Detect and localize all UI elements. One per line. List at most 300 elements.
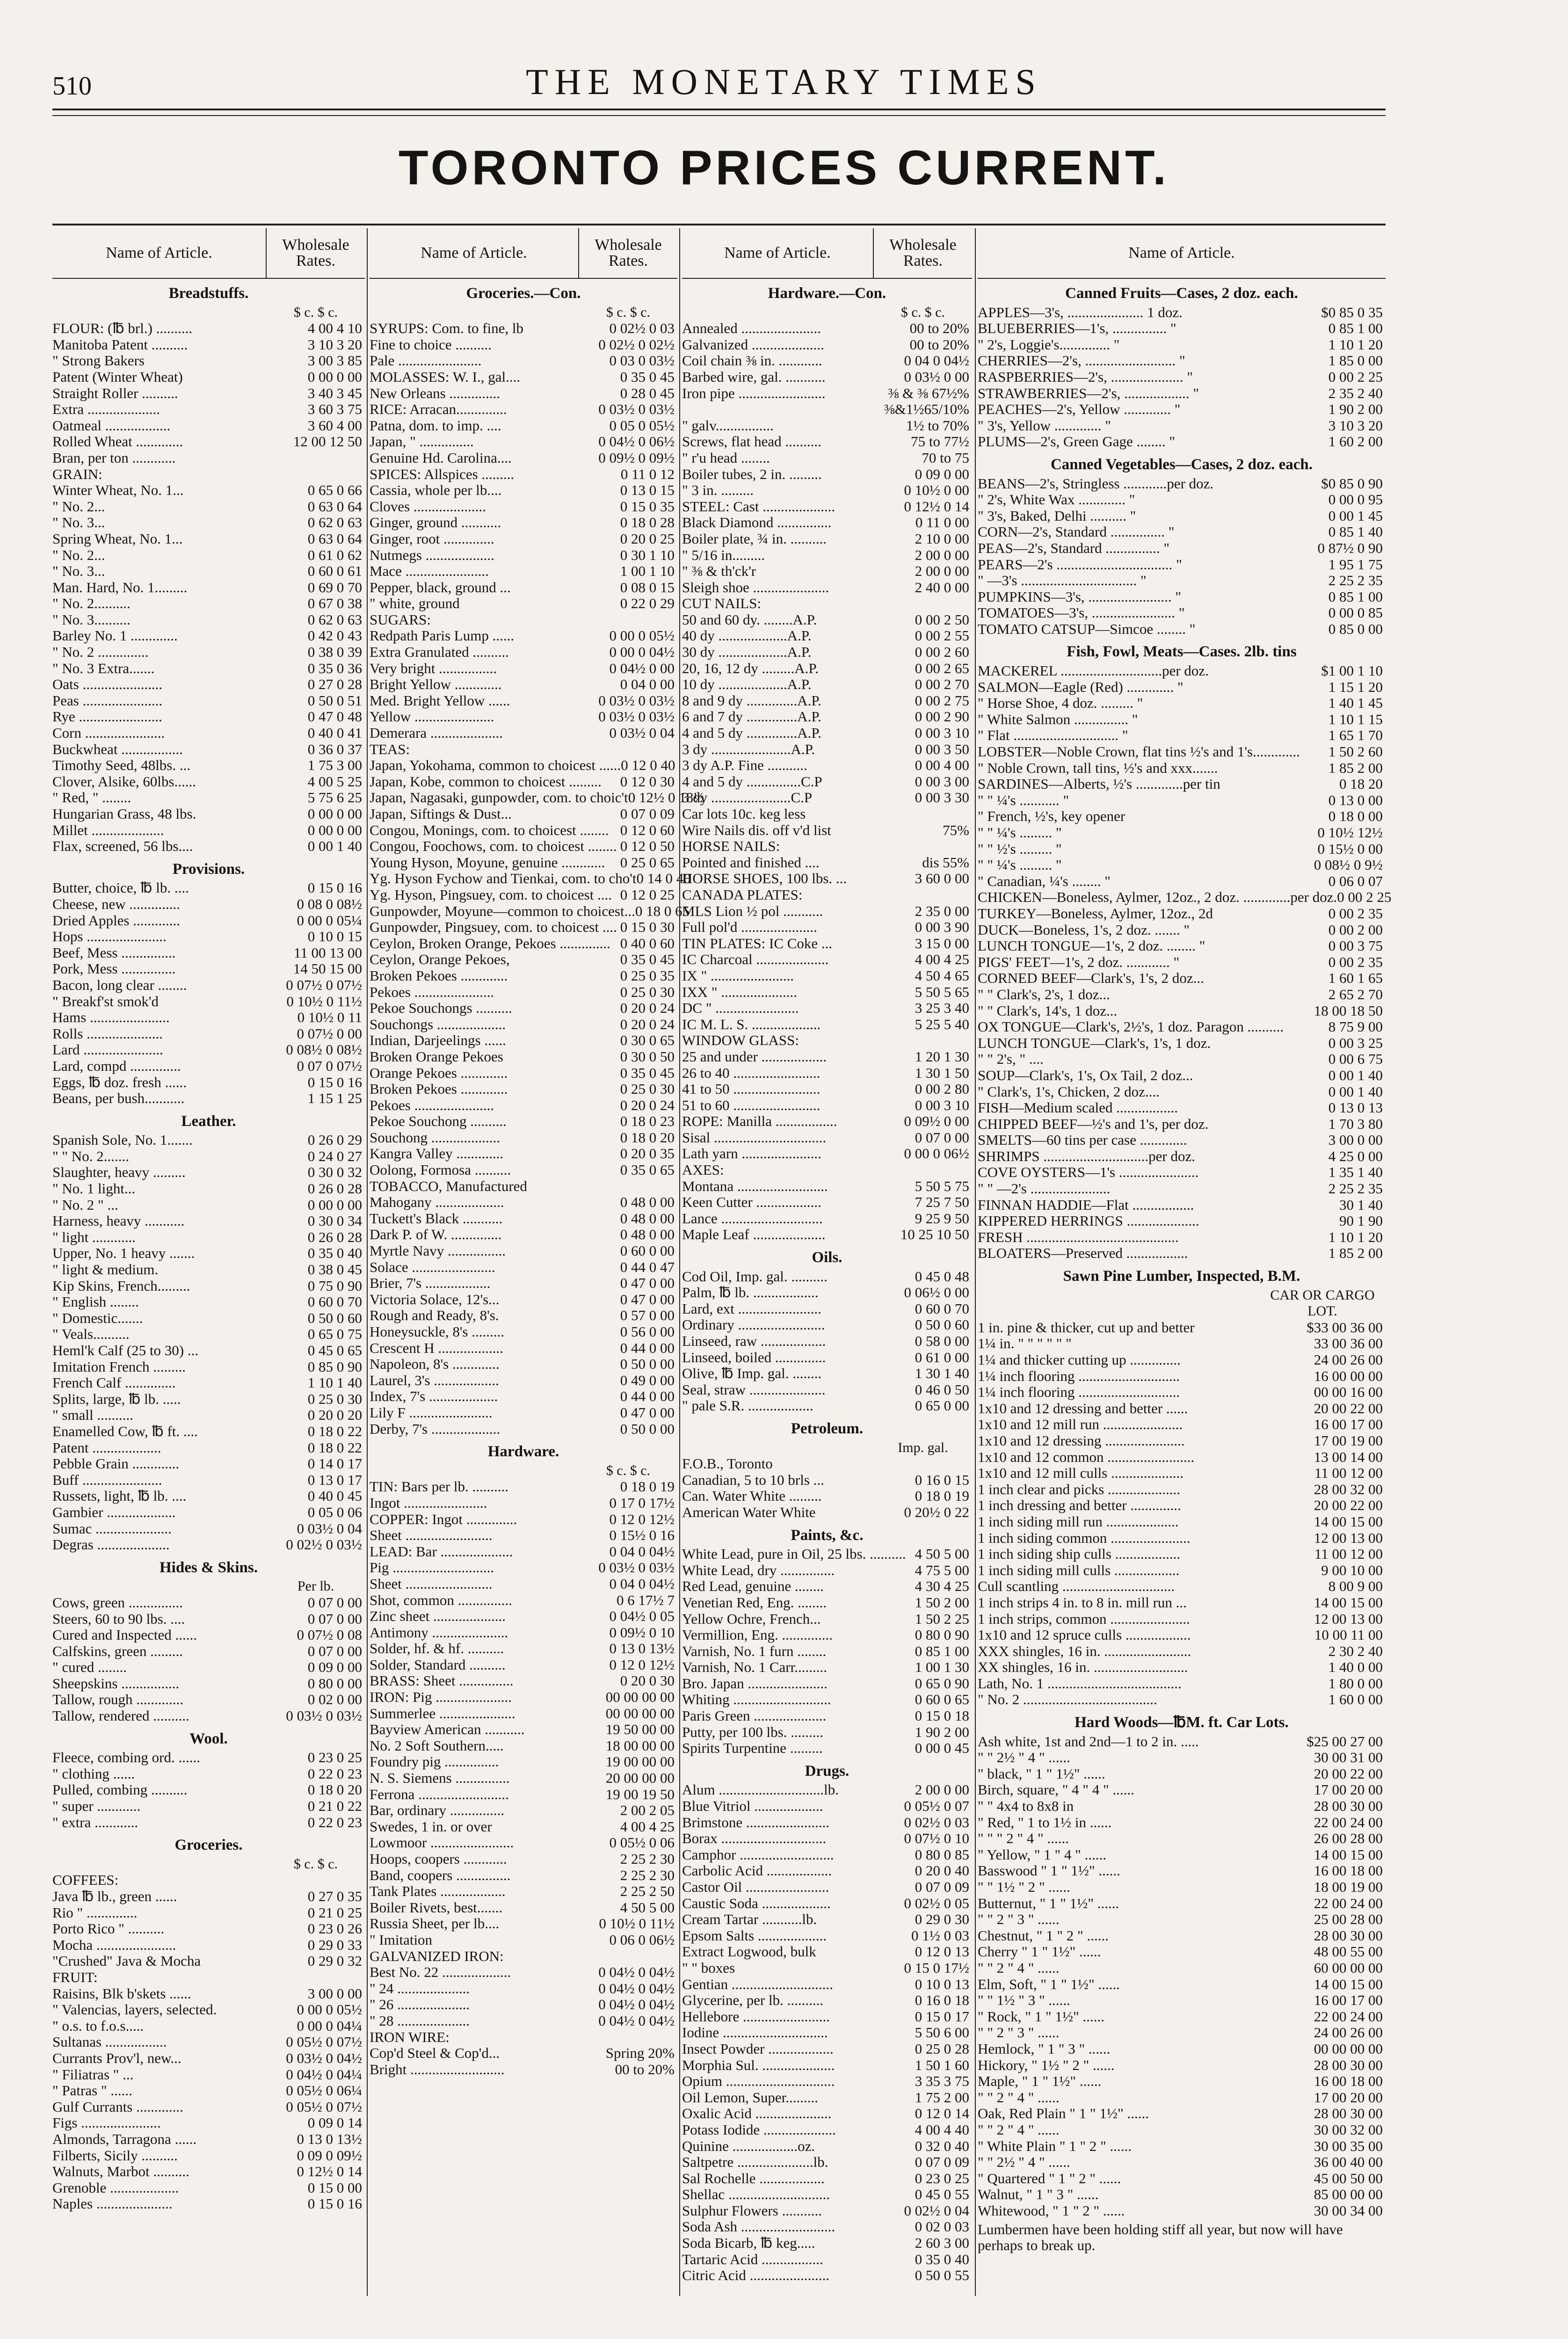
- wholesale-rate: 60 00 00 00: [1314, 1959, 1383, 1976]
- article-name: HORSE SHOES, 100 lbs. ...: [682, 870, 847, 887]
- list-item: [682, 1659, 972, 1676]
- list-item: [978, 2186, 1386, 2203]
- article-name: Tallow, rough .............: [52, 1691, 183, 1708]
- list-item: [682, 1017, 972, 1033]
- wholesale-rate: 0 04½ 0 05: [609, 1608, 675, 1625]
- article-name: Tuckett's Black ...........: [370, 1210, 503, 1227]
- section-units: $ c. $ c.: [900, 304, 945, 320]
- article-name: F.O.B., Toronto: [682, 1455, 773, 1472]
- list-item: [52, 418, 365, 434]
- article-name: Lily F .......................: [370, 1404, 493, 1421]
- list-item: [370, 1657, 677, 1673]
- list-item: [370, 709, 677, 725]
- list-item: [682, 855, 972, 871]
- article-name: Extra ....................: [52, 401, 160, 418]
- wholesale-rate: 16 00 18 00: [1314, 2073, 1383, 2090]
- wholesale-rate: 0 35 0 45: [620, 368, 675, 385]
- list-item: [978, 1003, 1386, 1019]
- list-item: [52, 320, 365, 337]
- wholesale-rate: 0 04½ 0 04½: [598, 1964, 675, 1981]
- list-item: [978, 1197, 1386, 1213]
- list-item: [682, 1879, 972, 1896]
- wholesale-rate: 0 10 0 13: [915, 1976, 969, 1992]
- wholesale-rate: 0 85 0 00: [1328, 620, 1383, 637]
- list-item: [682, 2106, 972, 2122]
- wholesale-rate: 1 15 1 25: [307, 1090, 362, 1107]
- list-item: [370, 1000, 677, 1017]
- list-item: [52, 1969, 365, 1986]
- list-item: [682, 644, 972, 661]
- article-name: Cod Oil, Imp. gal. ..........: [682, 1268, 828, 1285]
- list-item: [370, 676, 677, 693]
- list-item: [978, 1976, 1386, 1993]
- list-item: [370, 434, 677, 450]
- list-item: [52, 1058, 365, 1075]
- wholesale-rate: 20 00 22 00: [1314, 1765, 1383, 1782]
- wholesale-rate: 75 to 77½: [911, 433, 969, 450]
- wholesale-rate: 0 15 0 16: [307, 879, 362, 896]
- wholesale-rate: 22 00 24 00: [1314, 1895, 1383, 1911]
- article-name: Tallow, rendered ..........: [52, 1707, 189, 1724]
- wholesale-rate: 1 40 1 45: [1328, 695, 1383, 712]
- section-title: Paints, &c.: [791, 1526, 864, 1544]
- list-item: [682, 790, 972, 806]
- wholesale-rate: 0 07 0 00: [307, 1610, 362, 1627]
- list-item: [370, 1738, 677, 1754]
- article-name: SARDINES—Alberts, ½'s .............per tin: [978, 776, 1220, 792]
- article-name: 1 in. pine & thicker, cut up and better: [978, 1319, 1195, 1336]
- list-item: [682, 919, 972, 936]
- article-name: FLOUR: (℔ brl.) ..........: [52, 320, 193, 337]
- article-name: Raisins, Blk b'skets ......: [52, 1985, 191, 2002]
- article-name: " Clark's, 1's, Chicken, 2 doz....: [978, 1083, 1160, 1100]
- article-name: Yellow ......................: [370, 708, 494, 725]
- list-item: [52, 1456, 365, 1472]
- list-item: [52, 547, 365, 564]
- wholesale-rate: 0 07 0 09: [915, 1879, 969, 1895]
- wholesale-rate: 2 00 2 05: [620, 1802, 675, 1819]
- article-name: " galv................: [682, 417, 774, 434]
- list-item: [370, 1275, 677, 1292]
- column-header: [978, 228, 1386, 279]
- article-name: Lath yarn ......................: [682, 1145, 821, 1162]
- section-title: Leather.: [181, 1112, 236, 1130]
- list-item: [52, 1042, 365, 1058]
- list-item: [370, 1560, 677, 1576]
- wholesale-rate: 0 26 0 28: [307, 1180, 362, 1197]
- wholesale-rate: 0 09½ 0 09½: [598, 449, 675, 466]
- list-item: [682, 2057, 972, 2074]
- wholesale-rate: 0 18 0 20: [620, 1129, 675, 1146]
- wholesale-rate: 0 00 3 10: [915, 725, 969, 741]
- wholesale-rate: ⅜&1½65/10%: [884, 401, 969, 418]
- wholesale-rate: Spring 20%: [605, 2045, 675, 2062]
- list-item: [52, 994, 365, 1010]
- wholesale-rate: 0 00 2 25: [1328, 368, 1383, 385]
- article-name: Fine to choice ..........: [370, 336, 492, 353]
- wholesale-rate: 19 00 00 00: [605, 1753, 675, 1770]
- wholesale-rate: 0 30 0 32: [307, 1164, 362, 1181]
- wholesale-rate: 0 29 0 30: [915, 1911, 969, 1928]
- wholesale-rate: 0 11 0 00: [915, 514, 969, 531]
- article-name: CHICKEN—Boneless, Aylmer, 12oz., 2 doz. .............per doz.: [978, 889, 1337, 906]
- article-name: Steers, 60 to 90 lbs. ....: [52, 1610, 185, 1627]
- wholesale-rate: 1 20 1 30: [915, 1048, 969, 1065]
- wholesale-rate: 0 00 1 40: [1328, 1083, 1383, 1100]
- wholesale-rate: 1 10 1 15: [1328, 711, 1383, 727]
- list-item: [978, 1416, 1386, 1433]
- list-item: [978, 760, 1386, 777]
- wholesale-rate: 0 35 0 65: [620, 1162, 675, 1178]
- list-item: [682, 1488, 972, 1504]
- article-name: Pale .......................: [370, 352, 482, 369]
- wholesale-rate: 10 25 10 50: [900, 1226, 969, 1243]
- list-item: [52, 2115, 365, 2131]
- list-item: [52, 929, 365, 945]
- wholesale-rate: 0 03½ 0 04½: [286, 2049, 362, 2066]
- article-name: Hellebore ........................: [682, 2008, 830, 2025]
- article-name: Shellac ............................: [682, 2186, 830, 2203]
- list-item: [370, 1194, 677, 1211]
- wholesale-rate: 0 00 2 50: [915, 611, 969, 628]
- article-name: 1¼ inch flooring ............................: [978, 1384, 1180, 1401]
- wholesale-rate: 0 75 0 90: [307, 1277, 362, 1294]
- wholesale-rate: 0 00 0 06½: [904, 1145, 969, 1162]
- wholesale-rate: 1 00 1 10: [620, 563, 675, 580]
- wholesale-rate: 0 85 0 90: [307, 1358, 362, 1375]
- column-divider: [975, 228, 976, 2296]
- wholesale-rate: 0 13 0 13½: [609, 1640, 675, 1657]
- article-name: Carbolic Acid ..................: [682, 1862, 832, 1879]
- wholesale-rate: 24 00 26 00: [1314, 1351, 1383, 1368]
- article-name: SALMON—Eagle (Red) ............. ": [978, 678, 1183, 695]
- list-item: [978, 1148, 1386, 1165]
- list-item: [52, 1148, 365, 1165]
- wholesale-rate: 0 07 0 00: [307, 1594, 362, 1611]
- article-name: Birch, square, " 4 " 4 " ......: [978, 1781, 1134, 1798]
- wholesale-rate: 0 06 0 07: [1328, 872, 1383, 889]
- wholesale-rate: 0 07½ 0 07½: [286, 976, 362, 993]
- wholesale-rate: 28 00 30 00: [1314, 2056, 1383, 2073]
- wholesale-rate: 0 05½ 0 07½: [286, 2034, 362, 2050]
- wholesale-rate: 0 12½ 0 18½: [628, 789, 704, 806]
- list-item: [682, 693, 972, 709]
- wholesale-rate: 0 00 2 75: [915, 692, 969, 709]
- wholesale-rate: 0 03½ 0 03½: [598, 708, 675, 725]
- list-item: [682, 968, 972, 984]
- wholesale-rate: 0 06 0 06½: [609, 1931, 675, 1948]
- article-name: " Patras " ......: [52, 2082, 132, 2099]
- article-name: Sultanas .................: [52, 2034, 167, 2050]
- list-item: [52, 1213, 365, 1229]
- list-item: [370, 1032, 677, 1049]
- list-item: [978, 476, 1386, 492]
- wholesale-rate: 0 06½ 0 00: [904, 1284, 969, 1301]
- wholesale-rate: 1 10 1 20: [1328, 1228, 1383, 1245]
- article-name: Insect Powder ..................: [682, 2040, 834, 2057]
- article-name: 25 and under ..................: [682, 1048, 827, 1065]
- list-item: [978, 727, 1386, 744]
- article-name: Solder, Standard ..........: [370, 1656, 506, 1673]
- wholesale-rate: 0 85 1 00: [915, 1642, 969, 1659]
- list-item: [978, 1068, 1386, 1084]
- list-item: [52, 596, 365, 612]
- list-item: [682, 1065, 972, 1082]
- list-item: [978, 663, 1386, 679]
- list-item: [682, 385, 972, 402]
- wholesale-rate: 5 50 5 75: [915, 1177, 969, 1194]
- article-name: Orange Pekoes .............: [370, 1064, 508, 1081]
- article-name: Lard, ext .......................: [682, 1300, 821, 1317]
- list-item: [682, 2252, 972, 2268]
- list-item: [370, 936, 677, 952]
- wholesale-rate: 20 00 00 00: [605, 1770, 675, 1787]
- list-item: [978, 1530, 1386, 1547]
- wholesale-rate: 0 07½ 0 08: [297, 1627, 362, 1643]
- wholesale-rate: 4 00 4 10: [307, 320, 362, 337]
- wholesale-rate: 0 07 0 00: [307, 1642, 362, 1659]
- list-item: [52, 563, 365, 580]
- article-name: Pepper, black, ground ...: [370, 579, 511, 596]
- article-name: Naples .....................: [52, 2195, 173, 2212]
- article-name: Redpath Paris Lump ......: [370, 627, 515, 644]
- list-item: [370, 1421, 677, 1438]
- article-name: Honeysuckle, 8's .........: [370, 1323, 504, 1340]
- article-name: White Lead, dry ...............: [682, 1562, 835, 1578]
- list-item: [370, 757, 677, 774]
- list-item: [978, 712, 1386, 728]
- article-name: Gulf Currants .............: [52, 2098, 183, 2115]
- wholesale-rate: 0 03½ 0 04: [297, 1520, 362, 1537]
- list-item: [978, 1132, 1386, 1148]
- article-name: 1 inch siding mill run ....................: [978, 1513, 1179, 1530]
- list-item: [370, 838, 677, 855]
- article-name: Lowmoor .......................: [370, 1834, 514, 1851]
- article-name: Hops ......................: [52, 928, 167, 945]
- list-item: [682, 1708, 972, 1724]
- wholesale-rate: 1 70 3 80: [1328, 1115, 1383, 1132]
- wholesale-rate: 2 00 0 00: [915, 563, 969, 580]
- article-name: Galvanized ....................: [682, 336, 824, 353]
- list-item: [978, 1928, 1386, 1944]
- list-item: [682, 1546, 972, 1562]
- article-name: " Horse Shoe, 4 doz. ......... ": [978, 695, 1143, 712]
- list-item: [52, 1326, 365, 1343]
- article-name: Opium ..............................: [682, 2073, 835, 2090]
- article-name: " No. 2 " ...: [52, 1196, 118, 1213]
- article-name: Victoria Solace, 12's...: [370, 1291, 500, 1308]
- article-name: Beef, Mess ...............: [52, 944, 176, 961]
- wholesale-rate: 14 50 15 00: [293, 960, 362, 977]
- list-item: [682, 2267, 972, 2284]
- article-name: Varnish, No. 1 furn ........: [682, 1642, 827, 1659]
- list-item: [978, 1401, 1386, 1417]
- list-item: [978, 1229, 1386, 1246]
- list-item: [370, 1178, 677, 1195]
- list-item: [978, 1896, 1386, 1912]
- article-name: 1 inch strips, common ......................: [978, 1610, 1190, 1627]
- article-name: LOBSTER—Noble Crown, flat tins ½'s and 1's.............: [978, 743, 1300, 760]
- article-name: Japan, Kobe, common to choicest .........: [370, 773, 602, 790]
- wholesale-rate: 0 50 0 60: [915, 1316, 969, 1333]
- article-name: Red Lead, genuine ........: [682, 1578, 824, 1595]
- article-name: No. 2 Soft Southern.....: [370, 1737, 504, 1754]
- article-name: Rolled Wheat .............: [52, 433, 183, 450]
- wholesale-rate: 1½ to 70%: [906, 417, 969, 434]
- list-item: [682, 547, 972, 564]
- section-units: $ c. $ c.: [293, 1856, 338, 1872]
- list-item: [370, 466, 677, 483]
- list-item: [978, 1643, 1386, 1660]
- article-name: TURKEY—Boneless, Aylmer, 12oz., 2d: [978, 905, 1213, 922]
- article-name: RICE: Arracan..............: [370, 401, 507, 418]
- list-item: [370, 968, 677, 984]
- list-item: [52, 1010, 365, 1026]
- list-item: [978, 1627, 1386, 1643]
- wholesale-rate: 0 00 3 30: [915, 789, 969, 806]
- article-name: " No. 2..........: [52, 595, 131, 612]
- list-item: [682, 1162, 972, 1178]
- list-item: [682, 1992, 972, 2009]
- wholesale-rate: 00 00 16 00: [1314, 1384, 1383, 1401]
- list-item: [370, 693, 677, 709]
- list-item: [978, 540, 1386, 557]
- article-name: " " —2's ......................: [978, 1180, 1111, 1197]
- article-name: GALVANIZED IRON:: [370, 1947, 504, 1964]
- article-name: " 2's, White Wax ............. ": [978, 491, 1135, 508]
- article-name: " Valencias, layers, selected.: [52, 2001, 217, 2018]
- article-name: Oxalic Acid .....................: [682, 2105, 832, 2122]
- list-item: [978, 1595, 1386, 1611]
- list-item: [52, 2164, 365, 2180]
- list-item: [978, 987, 1386, 1003]
- wholesale-rate: 0 00 0 00: [307, 1196, 362, 1213]
- article-name: " French, ½'s, key opener: [978, 808, 1125, 825]
- list-item: [52, 1164, 365, 1181]
- article-name: Broken Pekoes .............: [370, 967, 508, 984]
- article-name: 1x10 and 12 dressing and better ......: [978, 1400, 1188, 1416]
- wholesale-rate: 0 00 0 00: [307, 821, 362, 838]
- list-item: [682, 1504, 972, 1521]
- wholesale-rate: 0 46 0 50: [915, 1381, 969, 1398]
- wholesale-rate: 3 10 3 20: [1328, 417, 1383, 434]
- list-item: [52, 725, 365, 741]
- article-name: Pork, Mess ...............: [52, 960, 176, 977]
- column-header-rates: Wholesale Rates.: [578, 228, 677, 278]
- article-name: Cured and Inspected ......: [52, 1627, 197, 1643]
- wholesale-rate: 0 57 0 00: [620, 1307, 675, 1324]
- wholesale-rate: 0 00 2 55: [915, 627, 969, 644]
- wholesale-rate: 0 35 0 45: [620, 1064, 675, 1081]
- list-item: [978, 1336, 1386, 1352]
- market-note: Lumbermen have been holding stiff all year, but now will have perhaps to break up.: [978, 2221, 1343, 2254]
- article-name: MOLASSES: W. I., gal....: [370, 368, 521, 385]
- list-item: [52, 961, 365, 977]
- list-item: [370, 337, 677, 353]
- wholesale-rate: 0 58 0 00: [915, 1333, 969, 1349]
- article-name: " Veals..........: [52, 1326, 130, 1343]
- wholesale-rate: 3 00 0 00: [307, 1985, 362, 2002]
- list-item: [370, 1787, 677, 1803]
- list-item: [52, 1424, 365, 1440]
- article-name: Gunpowder, Pingsuey, com. to choicest ....: [370, 919, 617, 936]
- article-name: Almonds, Tarragona ......: [52, 2130, 197, 2147]
- list-item: [370, 1162, 677, 1178]
- wholesale-rate: 0 30 1 10: [620, 546, 675, 563]
- list-item: [978, 1368, 1386, 1385]
- article-name: " No. 2 .....................................: [978, 1691, 1157, 1708]
- list-item: [682, 515, 972, 531]
- wholesale-rate: 0 00 0 95: [1328, 491, 1383, 508]
- article-name: " Red, " 1 to 1½ in ......: [978, 1814, 1112, 1831]
- article-name: Linseed, raw ..................: [682, 1333, 826, 1349]
- list-item: [978, 305, 1386, 321]
- wholesale-rate: 0 35 0 36: [307, 660, 362, 676]
- wholesale-rate: 1 60 1 65: [1328, 970, 1383, 987]
- wholesale-rate: 0 21 0 25: [307, 1904, 362, 1921]
- article-name: " Red, " ........: [52, 789, 131, 806]
- list-item: [682, 1269, 972, 1285]
- list-item: [370, 887, 677, 903]
- list-item: [52, 661, 365, 677]
- list-item: [682, 774, 972, 790]
- list-item: [682, 1456, 972, 1472]
- wholesale-rate: 1 50 1 60: [915, 2056, 969, 2073]
- article-name: IRON WIRE:: [370, 2028, 450, 2045]
- article-name: Buff ......................: [52, 1471, 162, 1488]
- wholesale-rate: 0 62 0 63: [307, 514, 362, 531]
- list-item: [682, 1146, 972, 1162]
- list-item: [682, 1692, 972, 1708]
- article-name: 1¼ and thicker cutting up ..............: [978, 1351, 1181, 1368]
- article-name: Blue Vitriol ...................: [682, 1798, 823, 1815]
- section-title: Hides & Skins.: [160, 1559, 258, 1576]
- article-name: " " 4x4 to 8x8 in: [978, 1798, 1074, 1815]
- list-item: [682, 1595, 972, 1611]
- wholesale-rate: 0 02 0 03: [915, 2218, 969, 2235]
- list-item: [682, 676, 972, 693]
- article-name: Med. Bright Yellow ......: [370, 692, 510, 709]
- list-item: [370, 2045, 677, 2062]
- article-name: Morphia Sul. ....................: [682, 2056, 835, 2073]
- wholesale-rate: 10 00 11 00: [1314, 1627, 1383, 1643]
- article-name: " Filiatras " ...: [52, 2066, 134, 2083]
- list-item: [978, 589, 1386, 605]
- wholesale-rate: 0 12 0 12½: [609, 1511, 675, 1527]
- wholesale-rate: 0 03½ 0 03½: [598, 692, 675, 709]
- wholesale-rate: 5 25 5 40: [915, 1016, 969, 1032]
- list-item: [682, 1211, 972, 1227]
- list-item: [978, 320, 1386, 337]
- article-name: Hoops, coopers ............: [370, 1851, 507, 1867]
- article-name: PLUMS—2's, Green Gage ........ ": [978, 433, 1176, 450]
- wholesale-rate: 0 50 0 00: [620, 1356, 675, 1373]
- list-item: [52, 676, 365, 693]
- article-name: Solder, hf. & hf. ..........: [370, 1640, 504, 1657]
- article-name: BRASS: Sheet ...............: [370, 1672, 514, 1689]
- wholesale-rate: 1 10 1 40: [307, 1374, 362, 1391]
- wholesale-rate: 0 00 1 40: [1328, 1067, 1383, 1083]
- article-name: Broken Orange Pekoes: [370, 1048, 503, 1065]
- article-name: " " " 2 " 4 " ......: [978, 1830, 1069, 1847]
- list-item: [978, 1831, 1386, 1847]
- list-item: [52, 1611, 365, 1627]
- article-name: Sheet ........................: [370, 1575, 493, 1592]
- wholesale-rate: 1 85 2 00: [1328, 759, 1383, 776]
- list-item: [682, 1831, 972, 1847]
- list-item: [52, 1676, 365, 1692]
- list-item: [682, 596, 972, 612]
